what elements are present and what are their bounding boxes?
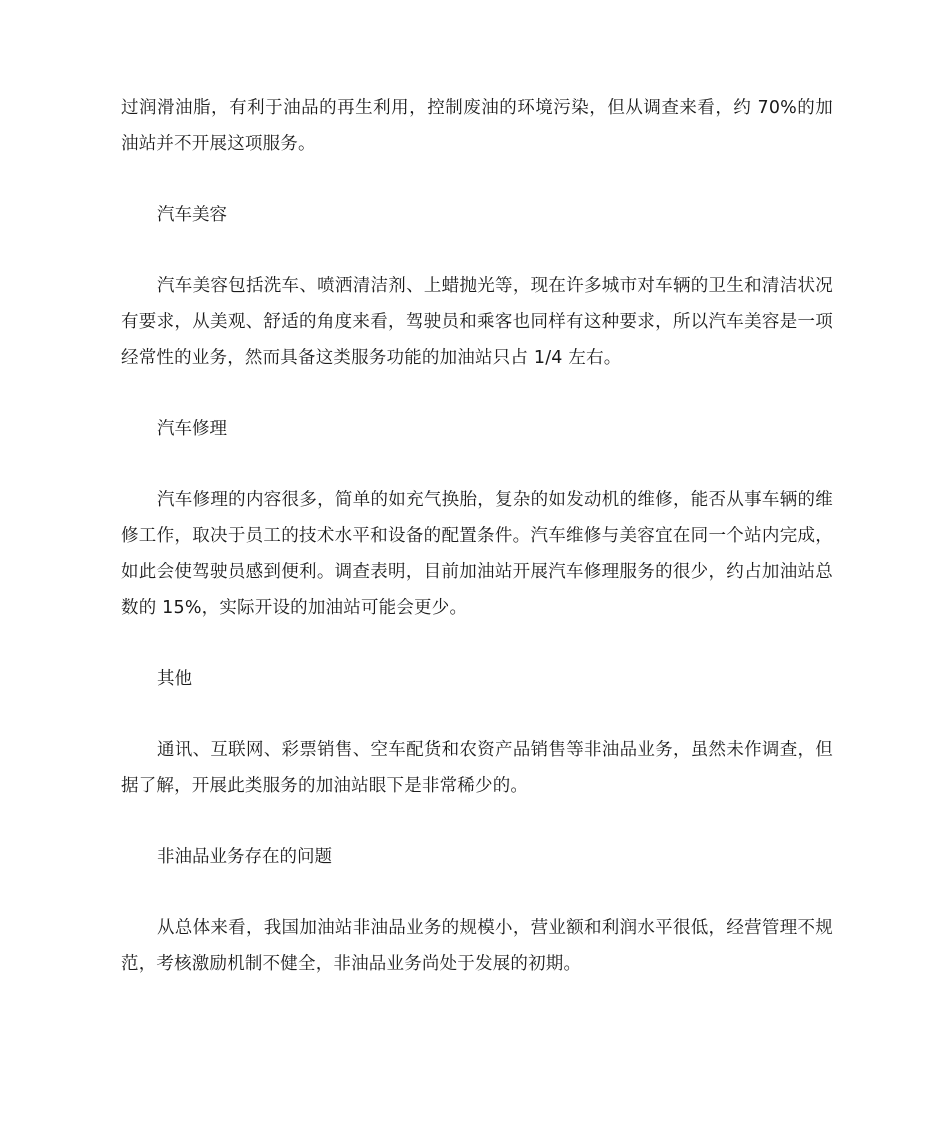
heading-car-beauty: 汽车美容	[157, 205, 227, 225]
heading-non-oil-problems: 非油品业务存在的问题	[157, 847, 332, 867]
heading-car-repair: 汽车修理	[157, 419, 227, 439]
paragraph-waste-oil: 过润滑油脂，有利于油品的再生利用，控制废油的环境污染，但从调查来看，约 70%的加油站并不开展这项服务。	[121, 98, 834, 154]
paragraph-other: 通讯、互联网、彩票销售、空车配货和农资产品销售等非油品业务，虽然未作调查，但据了解，开展此类服务的加油站眼下是非常稀少的。	[121, 740, 833, 796]
paragraph-car-repair: 汽车修理的内容很多，简单的如充气换胎，复杂的如发动机的维修，能否从事车辆的维修工作，取决于员工的技术水平和设备的配置条件。汽车维修与美容宜在同一个站内完成，如此会使驾驶员感到便利。调查表明，目前加油站开展汽车修理服务的很少，约占加油站总数的 15%，实际开设的加油站可能会更少。	[121, 490, 833, 618]
paragraph-gap	[121, 162, 833, 197]
paragraph-gap	[121, 875, 833, 910]
paragraph-gap	[121, 697, 833, 732]
paragraph-gap	[121, 376, 833, 411]
paragraph-gap	[121, 447, 833, 482]
paragraph-gap	[121, 626, 833, 661]
paragraph-gap	[121, 804, 833, 839]
paragraph-gap	[121, 233, 833, 268]
heading-other: 其他	[157, 669, 192, 689]
paragraph-non-oil-problems: 从总体来看，我国加油站非油品业务的规模小，营业额和利润水平很低，经营管理不规范，考核激励机制不健全，非油品业务尚处于发展的初期。	[121, 918, 833, 974]
paragraph-car-beauty: 汽车美容包括洗车、喷洒清洁剂、上蜡抛光等，现在许多城市对车辆的卫生和清洁状况有要求，从美观、舒适的角度来看，驾驶员和乘客也同样有这种要求，所以汽车美容是一项经常性的业务，然而具备这类服务功能的加油站只占 1/4 左右。	[121, 276, 833, 368]
document-body	[121, 90, 833, 982]
